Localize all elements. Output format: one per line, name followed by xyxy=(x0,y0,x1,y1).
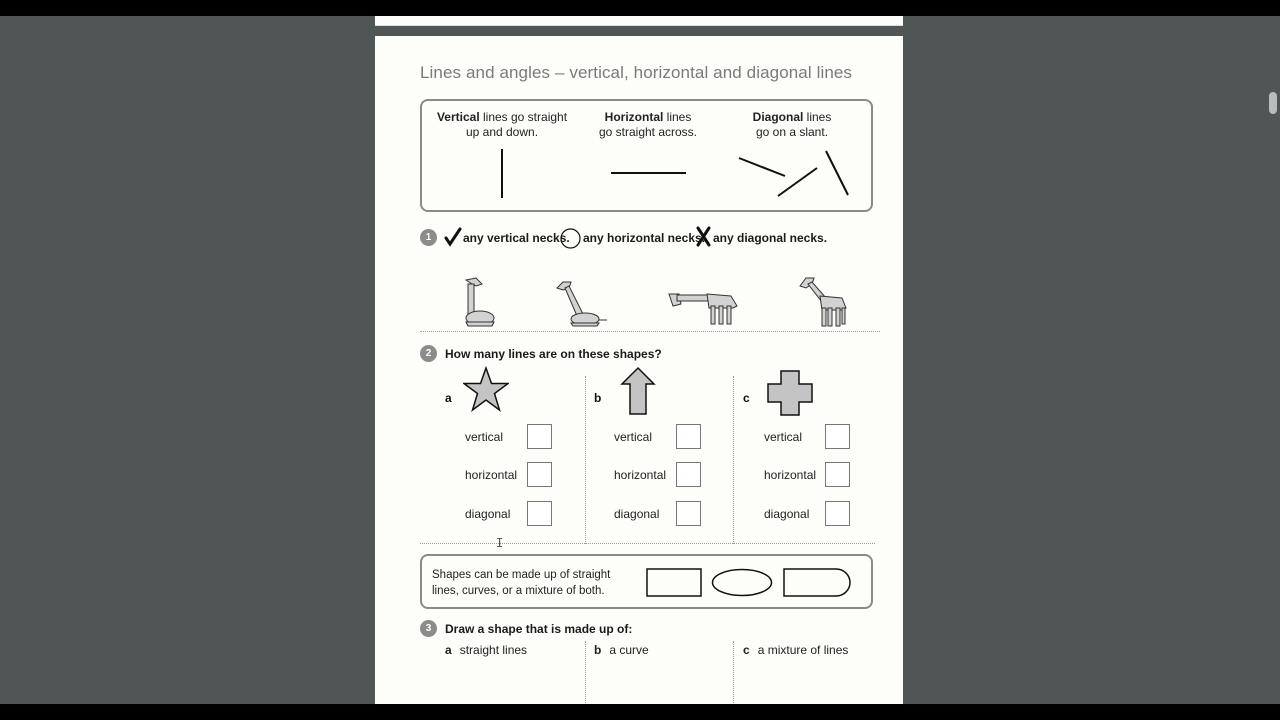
row-label-vertical: vertical xyxy=(465,430,504,444)
horizontal-term: Horizontal xyxy=(604,110,664,124)
part-c-label: c xyxy=(743,391,750,405)
answer-box-c-vertical[interactable] xyxy=(825,424,850,449)
diagonal-desc-2: go on a slant. xyxy=(755,125,829,139)
column-divider xyxy=(733,641,734,704)
vertical-term: Vertical xyxy=(436,110,480,124)
page-title: Lines and angles – vertical, horizontal and diagonal lines xyxy=(420,63,853,82)
q3-question: Draw a shape that is made up of: xyxy=(445,622,633,636)
star-shape-icon xyxy=(463,366,509,412)
tick-icon xyxy=(444,227,462,247)
example-shapes-icon xyxy=(646,567,856,599)
line-types-info-box xyxy=(420,99,873,212)
circle-icon xyxy=(560,228,581,249)
shapes-info-box xyxy=(420,554,873,609)
q3-part-a-text: straight lines xyxy=(459,643,528,657)
document-viewer[interactable] xyxy=(0,16,1280,704)
row-label-vertical: vertical xyxy=(764,430,803,444)
q2-question: How many lines are on these shapes? xyxy=(445,347,662,361)
question-2-number: 2 xyxy=(420,345,437,362)
q1-circle-instruction: any horizontal necks. xyxy=(583,231,706,245)
answer-box-a-horizontal[interactable] xyxy=(527,462,552,487)
horizontal-desc-2: go straight across. xyxy=(598,125,698,139)
vertical-desc-1: lines go straight xyxy=(479,110,568,124)
horizontal-desc-1: lines xyxy=(663,110,692,124)
arrow-shape-icon xyxy=(620,366,656,416)
question-1-number: 1 xyxy=(420,229,437,246)
row-label-horizontal: horizontal xyxy=(465,468,518,482)
question-3-number: 3 xyxy=(420,620,437,637)
shapes-info-line-2: lines, curves, or a mixture of both. xyxy=(432,585,605,597)
row-label-diagonal: diagonal xyxy=(614,507,660,521)
q3-part-c-label: c xyxy=(743,643,750,657)
row-label-diagonal: diagonal xyxy=(764,507,810,521)
line-examples-icon xyxy=(422,101,875,214)
diagonal-term: Diagonal xyxy=(752,110,804,124)
answer-box-b-horizontal[interactable] xyxy=(676,462,701,487)
giraffe-vertical-neck-icon xyxy=(460,274,500,329)
answer-box-c-horizontal[interactable] xyxy=(825,462,850,487)
answer-box-b-diagonal[interactable] xyxy=(676,501,701,526)
cross-shape-icon xyxy=(766,369,814,417)
row-label-horizontal: horizontal xyxy=(764,468,817,482)
part-a-label: a xyxy=(445,391,452,405)
text-cursor-icon: I xyxy=(496,536,504,550)
previous-page-edge xyxy=(375,16,903,26)
top-black-bar xyxy=(0,0,1280,16)
q3-part-b-label: b xyxy=(594,643,602,657)
q3-part-a-label: a xyxy=(445,643,452,657)
q3-part-b-text: a curve xyxy=(609,643,649,657)
q1-cross-instruction: any diagonal necks. xyxy=(713,231,828,245)
vertical-desc-2: up and down. xyxy=(465,125,539,139)
row-label-diagonal: diagonal xyxy=(465,507,511,521)
column-divider xyxy=(585,641,586,704)
bottom-black-bar xyxy=(0,704,1280,720)
q3-part-b xyxy=(594,643,649,657)
section-divider xyxy=(420,331,880,332)
row-label-vertical: vertical xyxy=(614,430,653,444)
section-divider xyxy=(420,543,875,544)
answer-box-a-vertical[interactable] xyxy=(527,424,552,449)
giraffe-diagonal-neck-sitting-icon xyxy=(555,276,610,328)
q1-tick-instruction: any vertical necks. xyxy=(463,231,570,245)
q3-part-a xyxy=(445,643,527,657)
diagonal-desc-1: lines xyxy=(803,110,832,124)
shapes-info-text xyxy=(432,567,610,599)
q3-part-c xyxy=(743,643,848,657)
giraffe-diagonal-neck-standing-icon xyxy=(798,272,853,330)
column-divider xyxy=(585,376,586,544)
row-label-horizontal: horizontal xyxy=(614,468,667,482)
part-b-label: b xyxy=(594,391,602,405)
answer-box-c-diagonal[interactable] xyxy=(825,501,850,526)
giraffe-horizontal-neck-icon xyxy=(667,290,742,330)
q3-part-c-text: a mixture of lines xyxy=(757,643,849,657)
answer-box-b-vertical[interactable] xyxy=(676,424,701,449)
answer-box-a-diagonal[interactable] xyxy=(527,501,552,526)
column-divider xyxy=(733,376,734,544)
worksheet-page xyxy=(375,36,903,704)
vertical-scrollbar-thumb[interactable] xyxy=(1269,92,1277,114)
cross-icon xyxy=(695,226,712,247)
shapes-info-line-1: Shapes can be made up of straight xyxy=(432,569,611,581)
